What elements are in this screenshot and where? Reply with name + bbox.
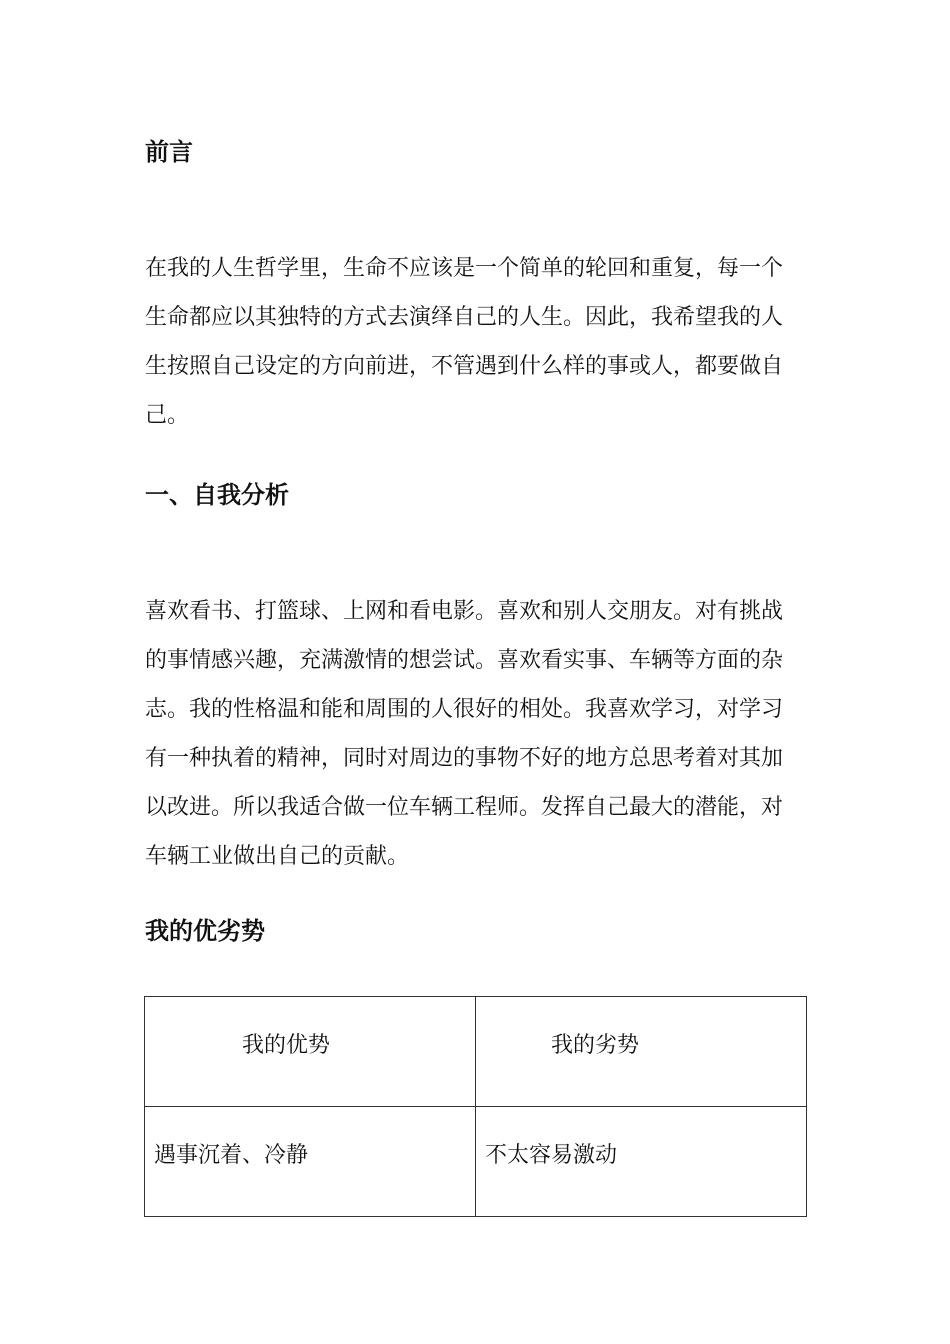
preface-line: 生命都应以其独特的方式去演绎自己的人生。因此，我希望我的人 [145, 305, 784, 330]
self-analysis-line: 车辆工业做出自己的贡献。 [145, 844, 410, 869]
strengths-weaknesses-table [144, 996, 807, 1217]
table-header-row [145, 997, 807, 1107]
preface-line: 在我的人生哲学里，生命不应该是一个简单的轮回和重复，每一个 [145, 256, 784, 281]
strengths-weaknesses-heading: 我的优劣势 [145, 916, 265, 945]
table-cell-weakness: 不太容易激动 [476, 1107, 807, 1217]
preface-line: 己。 [145, 403, 190, 428]
self-analysis-heading: 一、自我分析 [145, 480, 289, 509]
table-row [145, 1107, 807, 1217]
self-analysis-line: 喜欢看书、打篮球、上网和看电影。喜欢和别人交朋友。对有挑战 [145, 599, 784, 624]
self-analysis-line: 志。我的性格温和能和周围的人很好的相处。我喜欢学习，对学习 [145, 697, 784, 722]
self-analysis-line: 以改进。所以我适合做一位车辆工程师。发挥自己最大的潜能，对 [145, 795, 784, 820]
preface-line: 生按照自己设定的方向前进，不管遇到什么样的事或人，都要做自 [145, 354, 784, 379]
preface-heading: 前言 [145, 137, 193, 166]
self-analysis-line: 的事情感兴趣，充满激情的想尝试。喜欢看实事、车辆等方面的杂 [145, 648, 784, 673]
table-cell-strength: 遇事沉着、冷静 [145, 1107, 476, 1217]
table-header-weaknesses: 我的劣势 [476, 997, 807, 1107]
self-analysis-line: 有一种执着的精神，同时对周边的事物不好的地方总思考着对其加 [145, 746, 784, 771]
table-header-strengths: 我的优势 [145, 997, 476, 1107]
self-analysis-paragraph [145, 587, 809, 881]
preface-paragraph [145, 244, 809, 440]
